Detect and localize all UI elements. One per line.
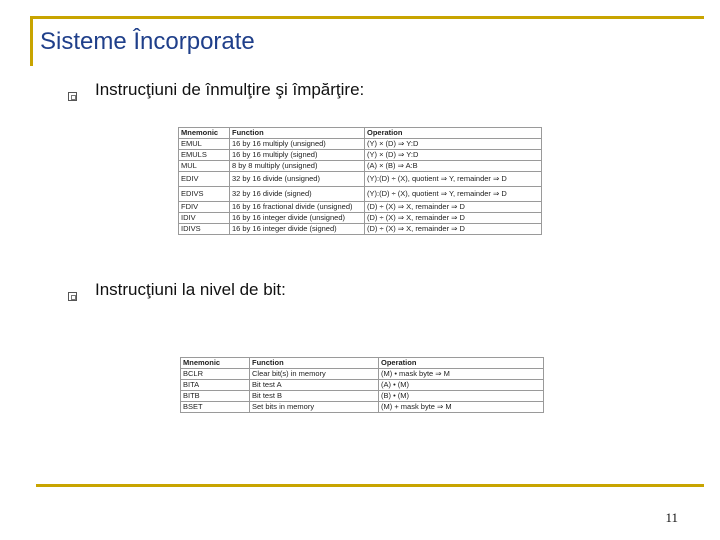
- cell-operation: (D) ÷ (X) ⇒ X, remainder ⇒ D: [365, 224, 542, 235]
- cell-mnemonic: IDIV: [179, 213, 230, 224]
- cell-operation: (A) • (M): [379, 380, 544, 391]
- table-row: [179, 172, 542, 187]
- cell-operation: (Y):(D) ÷ (X), quotient ⇒ Y, remainder ⇒ D: [365, 172, 542, 187]
- cell-function: 8 by 8 multiply (unsigned): [230, 161, 365, 172]
- cell-operation: (M) • mask byte ⇒ M: [379, 369, 544, 380]
- cell-function: 16 by 16 fractional divide (unsigned): [230, 202, 365, 213]
- bottom-border: [36, 484, 704, 487]
- cell-mnemonic: BSET: [181, 402, 250, 413]
- bullet-icon: [68, 292, 77, 301]
- cell-mnemonic: BITA: [181, 380, 250, 391]
- col-header-mnemonic: Mnemonic: [181, 358, 250, 369]
- cell-function: 16 by 16 integer divide (signed): [230, 224, 365, 235]
- table-row: [181, 402, 544, 413]
- table-row: [179, 161, 542, 172]
- cell-function: Clear bit(s) in memory: [250, 369, 379, 380]
- table-row: [179, 202, 542, 213]
- cell-function: Set bits in memory: [250, 402, 379, 413]
- table-row: [181, 391, 544, 402]
- bullet-icon: [68, 92, 77, 101]
- table-row: [179, 139, 542, 150]
- cell-operation: (M) + mask byte ⇒ M: [379, 402, 544, 413]
- cell-mnemonic: EDIVS: [179, 187, 230, 202]
- cell-operation: (B) • (M): [379, 391, 544, 402]
- col-header-operation: Operation: [379, 358, 544, 369]
- table-row: [179, 224, 542, 235]
- left-border: [30, 16, 33, 66]
- cell-mnemonic: EMUL: [179, 139, 230, 150]
- cell-function: 16 by 16 multiply (signed): [230, 150, 365, 161]
- cell-operation: (Y):(D) ÷ (X), quotient ⇒ Y, remainder ⇒ D: [365, 187, 542, 202]
- col-header-function: Function: [230, 128, 365, 139]
- table-row: [179, 187, 542, 202]
- cell-function: 32 by 16 divide (signed): [230, 187, 365, 202]
- cell-mnemonic: IDIVS: [179, 224, 230, 235]
- cell-mnemonic: BITB: [181, 391, 250, 402]
- cell-mnemonic: MUL: [179, 161, 230, 172]
- bullet-text-1: Instrucţiuni de înmulţire şi împărţire:: [95, 80, 365, 99]
- cell-function: 32 by 16 divide (unsigned): [230, 172, 365, 187]
- col-header-function: Function: [250, 358, 379, 369]
- col-header-operation: Operation: [365, 128, 542, 139]
- table-row: [179, 213, 542, 224]
- slide-title: Sisteme Încorporate: [40, 28, 255, 55]
- cell-function: 16 by 16 integer divide (unsigned): [230, 213, 365, 224]
- cell-operation: (D) ÷ (X) ⇒ X, remainder ⇒ D: [365, 213, 542, 224]
- cell-mnemonic: FDIV: [179, 202, 230, 213]
- table-header-row: [179, 128, 542, 139]
- cell-operation: (A) × (B) ⇒ A:B: [365, 161, 542, 172]
- cell-mnemonic: EDIV: [179, 172, 230, 187]
- page-number: 11: [665, 510, 678, 525]
- multiply-divide-table: [178, 127, 542, 235]
- cell-function: Bit test A: [250, 380, 379, 391]
- top-border: [30, 16, 704, 19]
- cell-operation: (Y) × (D) ⇒ Y:D: [365, 150, 542, 161]
- cell-mnemonic: EMULS: [179, 150, 230, 161]
- cell-operation: (Y) × (D) ⇒ Y:D: [365, 139, 542, 150]
- table-row: [181, 369, 544, 380]
- bit-instructions-table: [180, 357, 544, 413]
- cell-function: Bit test B: [250, 391, 379, 402]
- bullet-text-2: Instrucţiuni la nivel de bit:: [95, 280, 286, 299]
- table-row: [179, 150, 542, 161]
- table-row: [181, 380, 544, 391]
- cell-mnemonic: BCLR: [181, 369, 250, 380]
- table-header-row: [181, 358, 544, 369]
- col-header-mnemonic: Mnemonic: [179, 128, 230, 139]
- cell-operation: (D) ÷ (X) ⇒ X, remainder ⇒ D: [365, 202, 542, 213]
- cell-function: 16 by 16 multiply (unsigned): [230, 139, 365, 150]
